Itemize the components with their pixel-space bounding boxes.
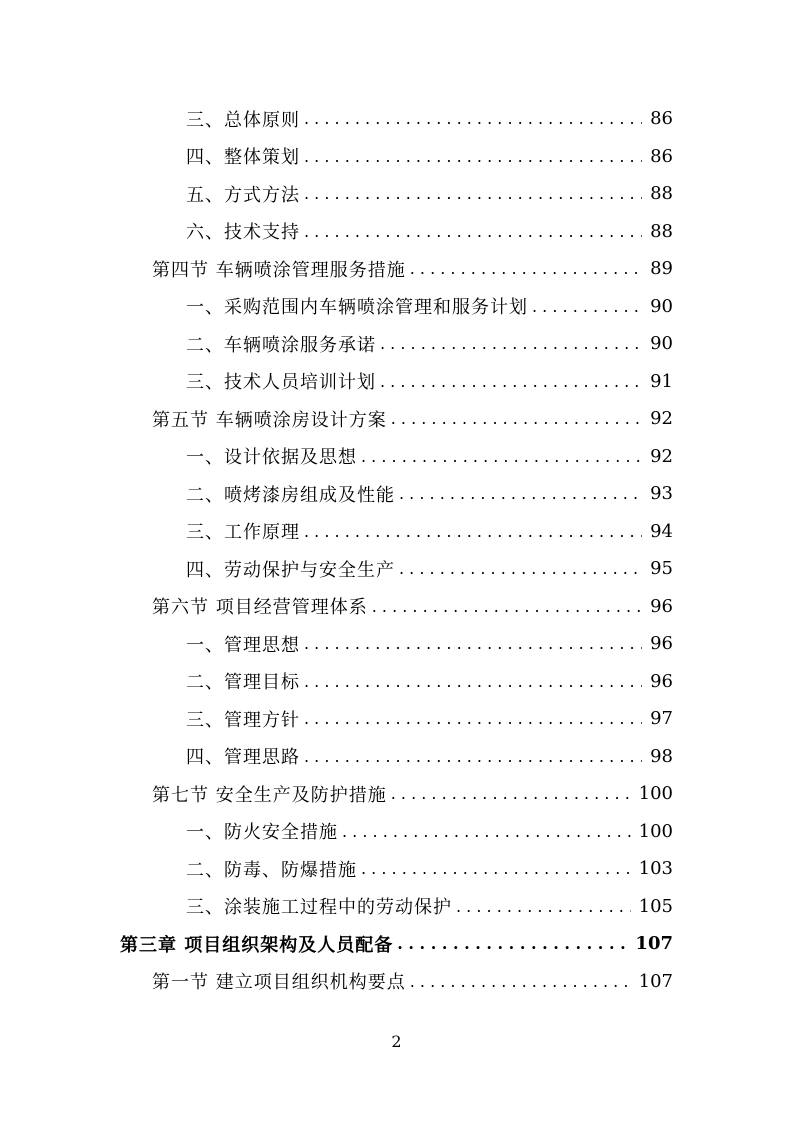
toc-entry-page: 92 — [650, 445, 673, 467]
toc-entry-page: 95 — [650, 558, 673, 579]
toc-entry-title: 三、管理方针 — [186, 709, 300, 731]
toc-leader-dots — [397, 934, 627, 953]
toc-leader-dots — [304, 634, 642, 653]
toc-leader-dots — [456, 897, 631, 916]
toc-entry-page: 107 — [635, 933, 673, 954]
toc-entry-title: 一、防火安全措施 — [186, 822, 338, 843]
toc-entry[interactable] — [152, 250, 673, 287]
toc-entry[interactable] — [186, 850, 673, 887]
toc-entry-page: 89 — [650, 258, 673, 279]
toc-entry-title: 第一节 建立项目组织机构要点 — [152, 972, 406, 993]
toc-entry[interactable] — [186, 213, 673, 250]
toc-entry-title: 三、技术人员培训计划 — [186, 372, 376, 393]
toc-entry[interactable] — [186, 325, 673, 362]
page-number: 2 — [391, 1032, 402, 1051]
toc-entry-title: 二、防毒、防爆措施 — [186, 859, 357, 881]
toc-entry[interactable] — [152, 400, 673, 437]
toc-leader-dots — [410, 259, 642, 278]
toc-leader-dots — [410, 972, 631, 991]
toc-entry[interactable] — [152, 588, 673, 625]
toc-entry-page: 96 — [650, 633, 673, 654]
toc-entry-page: 107 — [638, 970, 673, 992]
toc-entry-page: 97 — [650, 708, 673, 729]
toc-entry-page: 90 — [650, 333, 673, 354]
toc-entry[interactable] — [186, 513, 673, 550]
toc-leader-dots — [361, 859, 631, 878]
toc-leader-dots — [304, 109, 642, 128]
toc-leader-dots — [361, 447, 642, 466]
toc-entry-page: 96 — [650, 595, 673, 617]
toc-leader-dots — [372, 597, 642, 616]
toc-entry[interactable] — [186, 438, 673, 475]
toc-leader-dots — [342, 822, 631, 841]
toc-entry[interactable] — [186, 888, 673, 925]
toc-entry-page: 86 — [650, 145, 673, 167]
toc-entry-title: 二、车辆喷涂服务承诺 — [186, 334, 376, 356]
toc-entry[interactable] — [186, 738, 673, 775]
toc-entry-page: 91 — [650, 370, 673, 392]
toc-entry-page: 94 — [650, 520, 673, 542]
toc-leader-dots — [380, 334, 642, 353]
toc-entry-page: 100 — [638, 783, 673, 804]
toc-entry-title: 五、方式方法 — [186, 184, 300, 206]
toc-entry-title: 六、技术支持 — [186, 222, 300, 243]
toc-leader-dots — [391, 784, 631, 803]
toc-entry[interactable] — [186, 813, 673, 850]
toc-entry-page: 90 — [650, 295, 673, 317]
toc-entry[interactable] — [186, 475, 673, 512]
toc-leader-dots — [304, 522, 642, 541]
toc-entry-page: 88 — [650, 183, 673, 204]
toc-entry[interactable] — [120, 925, 673, 962]
toc-leader-dots — [304, 184, 642, 203]
toc-entry[interactable] — [186, 288, 673, 325]
toc-entry-page: 86 — [650, 108, 673, 129]
toc-leader-dots — [304, 222, 642, 241]
toc-entry[interactable] — [186, 625, 673, 662]
toc-entry-title: 三、涂装施工过程中的劳动保护 — [186, 897, 452, 918]
toc-entry-title: 第三章 项目组织架构及人员配备 — [120, 934, 394, 956]
toc-entry-title: 第四节 车辆喷涂管理服务措施 — [152, 259, 406, 281]
toc-entry-title: 第六节 项目经营管理体系 — [152, 597, 368, 618]
toc-entry[interactable] — [152, 963, 673, 1000]
toc-entry-page: 93 — [650, 483, 673, 504]
toc-entry-page: 105 — [638, 895, 673, 917]
toc-entry[interactable] — [152, 775, 673, 812]
toc-entry-title: 二、喷烤漆房组成及性能 — [186, 484, 395, 506]
toc-leader-dots — [380, 372, 642, 391]
toc-leader-dots — [304, 672, 642, 691]
toc-entry[interactable] — [186, 663, 673, 700]
toc-entry[interactable] — [186, 175, 673, 212]
toc-entry-title: 四、管理思路 — [186, 747, 300, 768]
toc-entry-title: 一、设计依据及思想 — [186, 447, 357, 468]
toc-entry-title: 一、管理思想 — [186, 634, 300, 656]
toc-entry[interactable] — [186, 138, 673, 175]
toc-entry-title: 三、工作原理 — [186, 522, 300, 543]
toc-entry-title: 第五节 车辆喷涂房设计方案 — [152, 409, 387, 431]
toc-entry[interactable] — [186, 100, 673, 137]
toc-entry-title: 四、整体策划 — [186, 147, 300, 168]
toc-leader-dots — [304, 709, 642, 728]
toc-entry-title: 二、管理目标 — [186, 672, 300, 693]
toc-entry[interactable] — [186, 363, 673, 400]
toc-entry[interactable] — [186, 700, 673, 737]
toc-leader-dots — [304, 747, 642, 766]
toc-entry-page: 92 — [650, 408, 673, 429]
toc-entry-title: 三、总体原则 — [186, 109, 300, 131]
toc-entry-title: 第七节 安全生产及防护措施 — [152, 784, 387, 806]
toc-entry[interactable] — [186, 550, 673, 587]
toc-entry-page: 103 — [638, 858, 673, 879]
toc-entry-page: 98 — [650, 745, 673, 767]
toc-leader-dots — [399, 559, 642, 578]
toc-leader-dots — [304, 147, 642, 166]
toc-entry-title: 一、采购范围内车辆喷涂管理和服务计划 — [186, 297, 528, 318]
toc-leader-dots — [399, 484, 642, 503]
toc-leader-dots — [391, 409, 642, 428]
toc-entry-page: 88 — [650, 220, 673, 242]
toc-entry-page: 100 — [638, 820, 673, 842]
toc-entry-page: 96 — [650, 670, 673, 692]
toc-leader-dots — [532, 297, 642, 316]
toc-entry-title: 四、劳动保护与安全生产 — [186, 559, 395, 581]
